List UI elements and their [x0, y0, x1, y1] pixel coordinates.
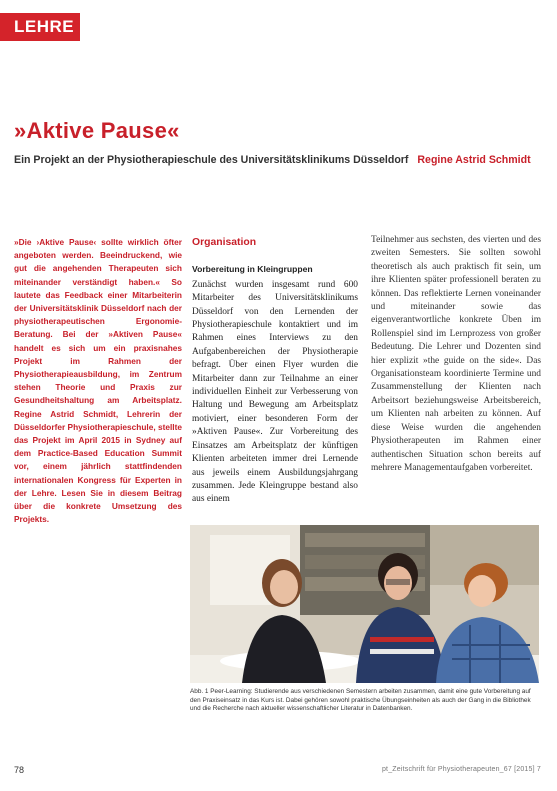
- middle-body-text: Zunächst wurden insgesamt rund 600 Mitarbeiter des Universitätsklinikums Düsseldorf von den Lernenden der Physiotherapieschule kontaktiert und im Rahmen eines Interviews zu den Aufgabenbereichen der Physiotherapie befragt. Über einen Flyer wurden die Mitarbeiter dann zur Teilnahme an einer individuellen Einheit zur Verbesserung von Haltung und Bewegung am Arbeitsplatz motiviert, einer besonderen Form der »Aktiven Pause«. Zur Vorbereitung des Einsatzes am Arbeitsplatz der künftigen Klienten arbeiteten immer drei Lernende aus jeweils einem Ausbildungsjahrgang zusammen. Jede Kleingruppe bestand also aus einem: [192, 279, 358, 505]
- middle-column: [192, 236, 358, 507]
- article-photo: [190, 525, 539, 683]
- section-heading: Organisation: [192, 237, 257, 248]
- section-label: LEHRE: [14, 17, 75, 36]
- section-banner: [0, 13, 80, 41]
- photo-caption: Abb. 1 Peer-Learning: Studierende aus verschiedenen Semestern arbeiten zusammen, damit eine gute Vorbereitung auf den Praxiseinsatz in das Kurs ist. Dabei gehören sowohl praktische Übungseinheiten als auch der Gang in die Bibliothek und die Recherche nach aktueller wissenschaftlicher Literatur in Datenbanken.: [190, 688, 531, 713]
- page-number: 78: [14, 765, 25, 775]
- intro-paragraph: »Die ›Aktive Pause‹ sollte wirklich öfter angeboten werden. Beeindruckend, wie gut die angehenden Therapeuten sich miteinander verständigt haben.« So lautete das Feedback einer Mitarbeiterin der Universitätsklinik Düsseldorf nach der physiotherapeutischen Ergonomie-Beratung. Bei der »Aktiven Pause« handelt es sich um ein praxisnahes Projekt im Rahmen der Physiotherapieausbildung, im Zentrum stehen Theorie und Praxis zur Gesundheitshaltung am Arbeitsplatz. Regine Astrid Schmidt, Lehrerin der Düsseldorfer Physiotherapieschule, stellte das Projekt im April 2015 in Sydney auf dem Practice-Based Education Summit vor, einem jährlich stattfindenden internationalen Kongress für Experten in der Lehre. Lesen Sie in diesem Beitrag über die konkrete Umsetzung des Projekts.: [14, 237, 182, 525]
- right-column: [371, 234, 541, 475]
- article-subtitle-line: [14, 154, 554, 166]
- right-body-text: Teilnehmer aus sechsten, des vierten und des zweiten Semesters. Sie sollten sowohl theoretisch als auch praktisch fit sein, um ihre Klienten später professionell beraten zu können. Das reflektierte Lernen voneinander und miteinander sowie das eigenverantwortliche konkrete Üben im Rollenspiel sind im Lernprozess von großer Bedeutung. Die Lehrer und Dozenten sind hier explizit »the guide on the side«. Das Organisationsteam koordinierte Termine und Zusammenstellung der Klienten nach Arbeitsort beziehungsweise Arbeitsbereich, um Klienten nah arbeiten zu können. Auf diese Weise wurden die angehenden Physiotherapeuten im Rahmen einer authentischen Situation schon bereits auf mehrere Managementaufgaben vorbereitet.: [371, 235, 541, 473]
- journal-footer: pt_Zeitschrift für Physiotherapeuten_67 [2015] 7: [381, 766, 541, 773]
- article-author: Regine Astrid Schmidt: [417, 154, 531, 166]
- article-subtitle: Ein Projekt an der Physiotherapieschule des Universitätsklinikums Düsseldorf: [14, 154, 409, 166]
- sub-heading: Vorbereitung in Kleingruppen: [192, 264, 313, 275]
- photo-illustration: [190, 525, 539, 683]
- article-title: »Aktive Pause«: [14, 118, 180, 143]
